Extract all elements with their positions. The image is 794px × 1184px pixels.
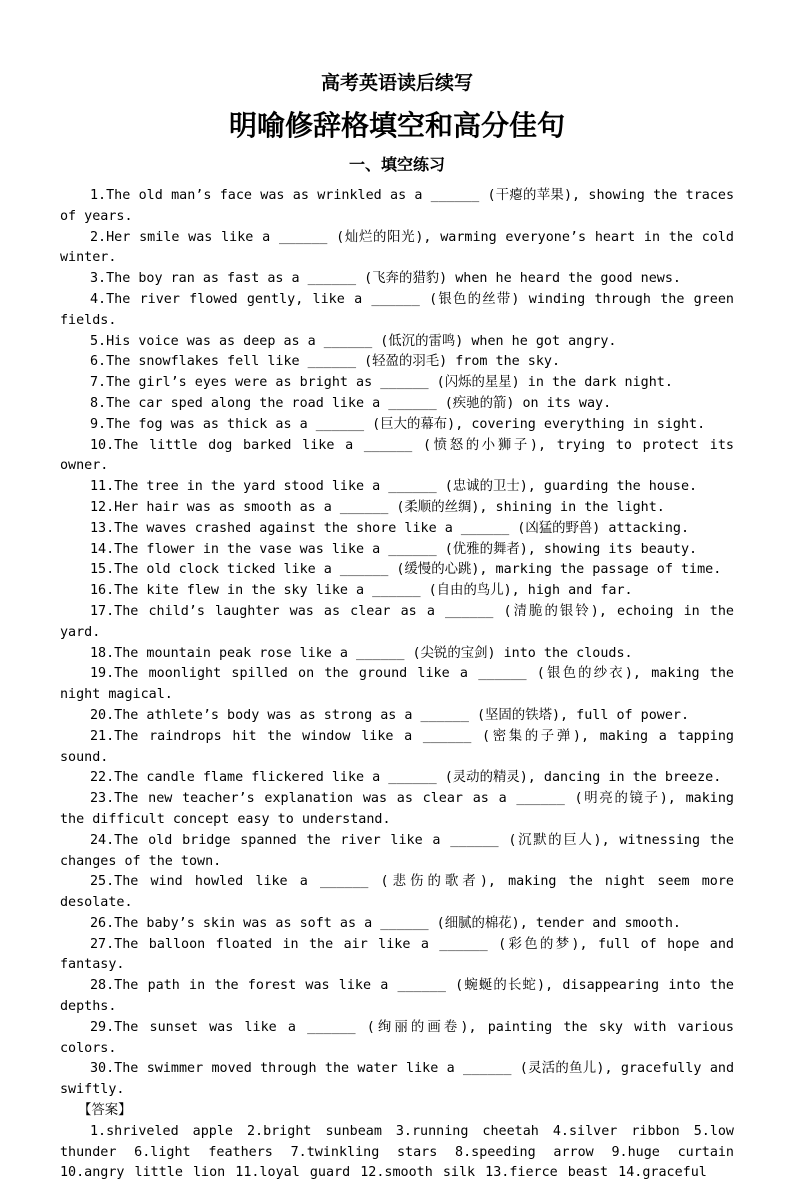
exercise-item: 25.The wind howled like a ______ (悲伤的歌者), making the night seem more desolate. xyxy=(60,874,734,911)
exercise-item: 24.The old bridge spanned the river like a ______ (沉默的巨人), witnessing the changes of the town. xyxy=(60,832,734,869)
exercise-item: 10.The little dog barked like a ______ (愤怒的小狮子), trying to protect its owner. xyxy=(60,437,734,474)
exercise-item: 28.The path in the forest was like a ______ (蜿蜒的长蛇), disappearing into the depths. xyxy=(60,978,734,1015)
exercise-item: 4.The river flowed gently, like a ______ (银色的丝带) winding through the green fields. xyxy=(60,291,734,328)
exercise-item: 14.The flower in the vase was like a ______ (优雅的舞者), showing its beauty. xyxy=(90,541,698,557)
exercise-item: 13.The waves crashed against the shore like a ______ (凶猛的野兽) attacking. xyxy=(90,520,690,536)
exercise-item: 18.The mountain peak rose like a ______ (尖锐的宝剑) into the clouds. xyxy=(90,645,633,661)
exercise-item: 7.The girl’s eyes were as bright as ______ (闪烁的星星) in the dark night. xyxy=(90,375,673,391)
answer-list: 1.shriveled apple 2.bright sunbeam 3.running cheetah 4.silver ribbon 5.low thunder 6.light feathers 7.twinkling stars 8.speeding arrow 9.huge curtain 10.angry little lion 11.loyal guard 12.smooth silk 13.fierce beast 14.graceful xyxy=(60,1123,734,1181)
exercise-item: 8.The car sped along the road like a ______ (疾驰的箭) on its way. xyxy=(90,395,612,411)
exercise-item: 17.The child’s laughter was as clear as a ______ (清脆的银铃), echoing in the yard. xyxy=(60,603,734,640)
exercise-item: 9.The fog was as thick as a ______ (巨大的幕布), covering everything in sight. xyxy=(90,416,706,432)
document-title: 明喻修辞格填空和高分佳句 xyxy=(228,109,565,142)
exercise-item: 20.The athlete’s body was as strong as a ______ (坚固的铁塔), full of power. xyxy=(90,707,690,723)
exercise-item: 26.The baby’s skin was as soft as a ______ (细腻的棉花), tender and smooth. xyxy=(90,915,681,931)
exercise-item: 3.The boy ran as fast as a ______ (飞奔的猎豹) when he heard the good news. xyxy=(90,271,681,287)
exercise-item: 21.The raindrops hit the window like a ______ (密集的子弹), making a tapping sound. xyxy=(60,728,734,765)
exercise-list xyxy=(60,186,734,1184)
exercise-item: 30.The swimmer moved through the water like a ______ (灵活的鱼儿), gracefully and swiftly. xyxy=(60,1061,734,1098)
section-heading: 一、填空练习 xyxy=(348,155,445,174)
exercise-item: 23.The new teacher’s explanation was as clear as a ______ (明亮的镜子), making the difficult concept easy to understand. xyxy=(60,791,734,827)
exercise-item: 2.Her smile was like a ______ (灿烂的阳光), warming everyone’s heart in the cold winter. xyxy=(60,229,734,266)
exercise-item: 5.His voice was as deep as a ______ (低沉的雷鸣) when he got angry. xyxy=(90,333,617,349)
exercise-item: 1.The old man’s face was as wrinkled as a ______ (干瘪的苹果), showing the traces of years. xyxy=(60,188,734,224)
exercise-item: 19.The moonlight spilled on the ground like a ______ (银色的纱衣), making the night magical. xyxy=(60,666,734,703)
exercise-item: 16.The kite flew in the sky like a ______ (自由的鸟儿), high and far. xyxy=(90,583,633,599)
exercise-item: 6.The snowflakes fell like ______ (轻盈的羽毛) from the sky. xyxy=(90,354,561,370)
exercise-item: 29.The sunset was like a ______ (绚丽的画卷), painting the sky with various colors. xyxy=(60,1019,734,1056)
document-subtitle: 高考英语读后续写 xyxy=(320,72,473,94)
answer-heading: 【答案】 xyxy=(78,1103,132,1119)
exercise-item: 11.The tree in the yard stood like a ______ (忠诚的卫士), guarding the house. xyxy=(90,479,698,495)
exercise-item: 22.The candle flame flickered like a ______ (灵动的精灵), dancing in the breeze. xyxy=(90,770,722,786)
exercise-item: 27.The balloon floated in the air like a ______ (彩色的梦), full of hope and fantasy. xyxy=(60,936,734,973)
exercise-item: 12.Her hair was as smooth as a ______ (柔顺的丝绸), shining in the light. xyxy=(90,499,665,515)
exercise-item: 15.The old clock ticked like a ______ (缓慢的心跳), marking the passage of time. xyxy=(90,562,722,578)
